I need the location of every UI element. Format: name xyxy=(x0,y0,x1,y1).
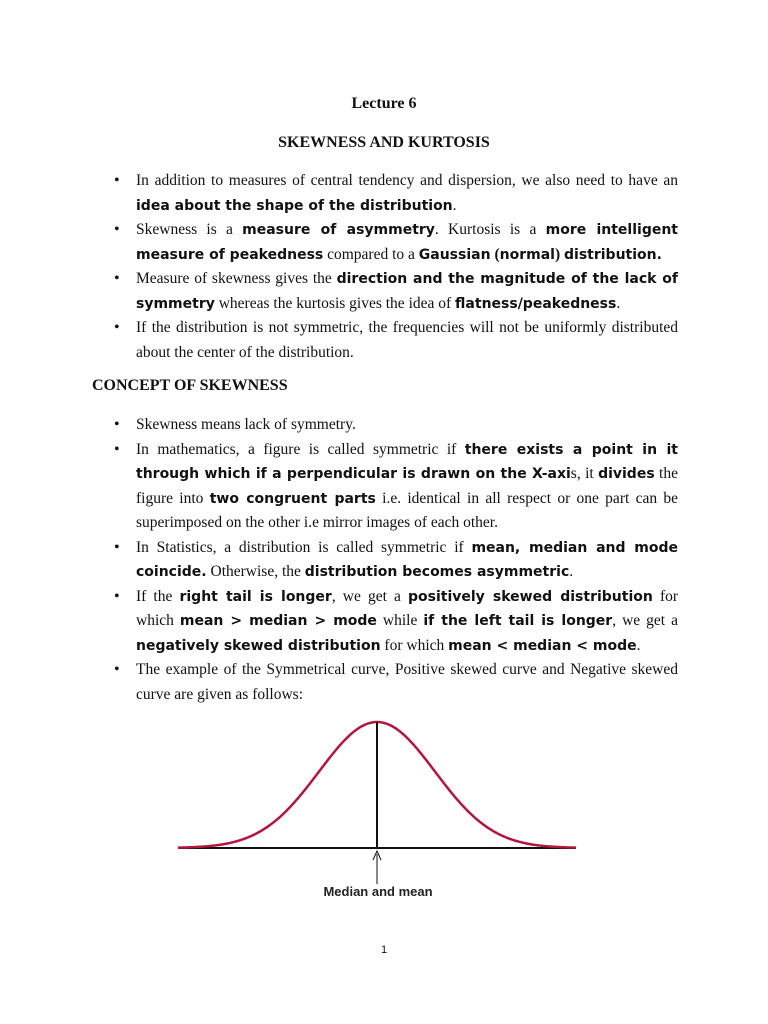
text-run: the figure into xyxy=(136,465,678,507)
text-run: Skewness means lack of symmetry. xyxy=(136,416,356,433)
page-number: 1 xyxy=(380,944,388,956)
text-run: Skewness is a xyxy=(136,221,243,238)
bold-text: mean > median > mode xyxy=(179,613,377,629)
concept-bullet-list xyxy=(0,413,768,707)
intro-bullet-list xyxy=(0,169,768,365)
figure-label: Median and mean xyxy=(323,884,433,899)
text-run: . xyxy=(616,294,621,312)
text-run: The example of the Symmetrical curve, Positive skewed curve and Negative skewed curve are given as follows: xyxy=(136,661,678,703)
bold-text: normal xyxy=(499,246,555,263)
text-run: for which xyxy=(380,636,449,654)
text-run: whereas the kurtosis gives the idea of xyxy=(214,294,456,312)
bold-text: mean < median < mode xyxy=(448,637,637,654)
text-run: If the xyxy=(136,587,180,605)
list-item xyxy=(136,413,678,438)
text-run: In addition to measures of central tendency and dispersion, we also need to have an xyxy=(136,172,678,189)
text-run: , we get a xyxy=(612,612,678,629)
list-item xyxy=(136,218,678,267)
list-item xyxy=(136,536,678,585)
text-run: . Kurtosis is a xyxy=(434,221,546,238)
text-run: for which xyxy=(136,587,679,629)
bold-text: two congruent parts xyxy=(209,490,376,507)
text-run: s, it xyxy=(570,465,599,482)
list-item xyxy=(136,438,678,536)
bold-text: if the left tail is longer xyxy=(423,613,613,629)
text-run: If the distribution is not symmetric, the frequencies will not be uniformly distributed about the center of the distribution. xyxy=(136,319,678,361)
list-item xyxy=(136,658,678,707)
text-run: while xyxy=(376,612,424,629)
text-run: In Statistics, a distribution is called symmetric if xyxy=(136,538,472,556)
text-run: , we get a xyxy=(331,587,408,605)
bold-text: ) xyxy=(554,245,564,263)
document-subtitle: SKEWNESS AND KURTOSIS xyxy=(278,134,490,151)
text-run: compared to a xyxy=(323,245,419,263)
list-item xyxy=(136,169,678,218)
bold-text: divides xyxy=(598,466,655,482)
text-run: . xyxy=(569,563,574,580)
bold-text: measure of asymmetry xyxy=(242,222,435,238)
text-run: Measure of skewness gives the xyxy=(136,270,337,287)
text-run: . xyxy=(636,636,641,654)
list-item xyxy=(136,316,678,365)
text-run: . xyxy=(452,196,457,214)
text-run: i.e. identical in all respect or one part can be superimposed on the other i.e mirror images of each other. xyxy=(136,489,678,531)
bold-text: there exists a point in it through which if a perpendicular is drawn on the X-axi xyxy=(136,441,678,482)
bold-text: idea about the shape of the distribution xyxy=(136,197,453,214)
list-item xyxy=(136,267,678,316)
bold-text: more intelligent measure of peakedness xyxy=(136,222,679,263)
bold-text: distribution becomes asymmetric xyxy=(304,564,570,580)
section-heading: CONCEPT OF SKEWNESS xyxy=(92,377,288,394)
list-item xyxy=(136,585,678,659)
bold-text: distribution. xyxy=(564,246,662,263)
bold-text: negatively skewed distribution xyxy=(136,637,381,654)
bold-text: mean, median and mode coincide. xyxy=(136,539,679,580)
bold-text: ( xyxy=(490,245,500,263)
text-run: Otherwise, the xyxy=(206,563,305,580)
bold-text: Gaussian xyxy=(418,246,491,263)
bold-text: positively skewed distribution xyxy=(408,588,653,605)
lecture-title: Lecture 6 xyxy=(351,95,417,112)
bold-text: direction and the magnitude of the lack of symmetry xyxy=(136,271,678,312)
bold-text: right tail is longer xyxy=(179,588,332,605)
text-run: In mathematics, a figure is called symmetric if xyxy=(136,440,465,458)
bold-text: flatness/peakedness xyxy=(455,295,617,312)
